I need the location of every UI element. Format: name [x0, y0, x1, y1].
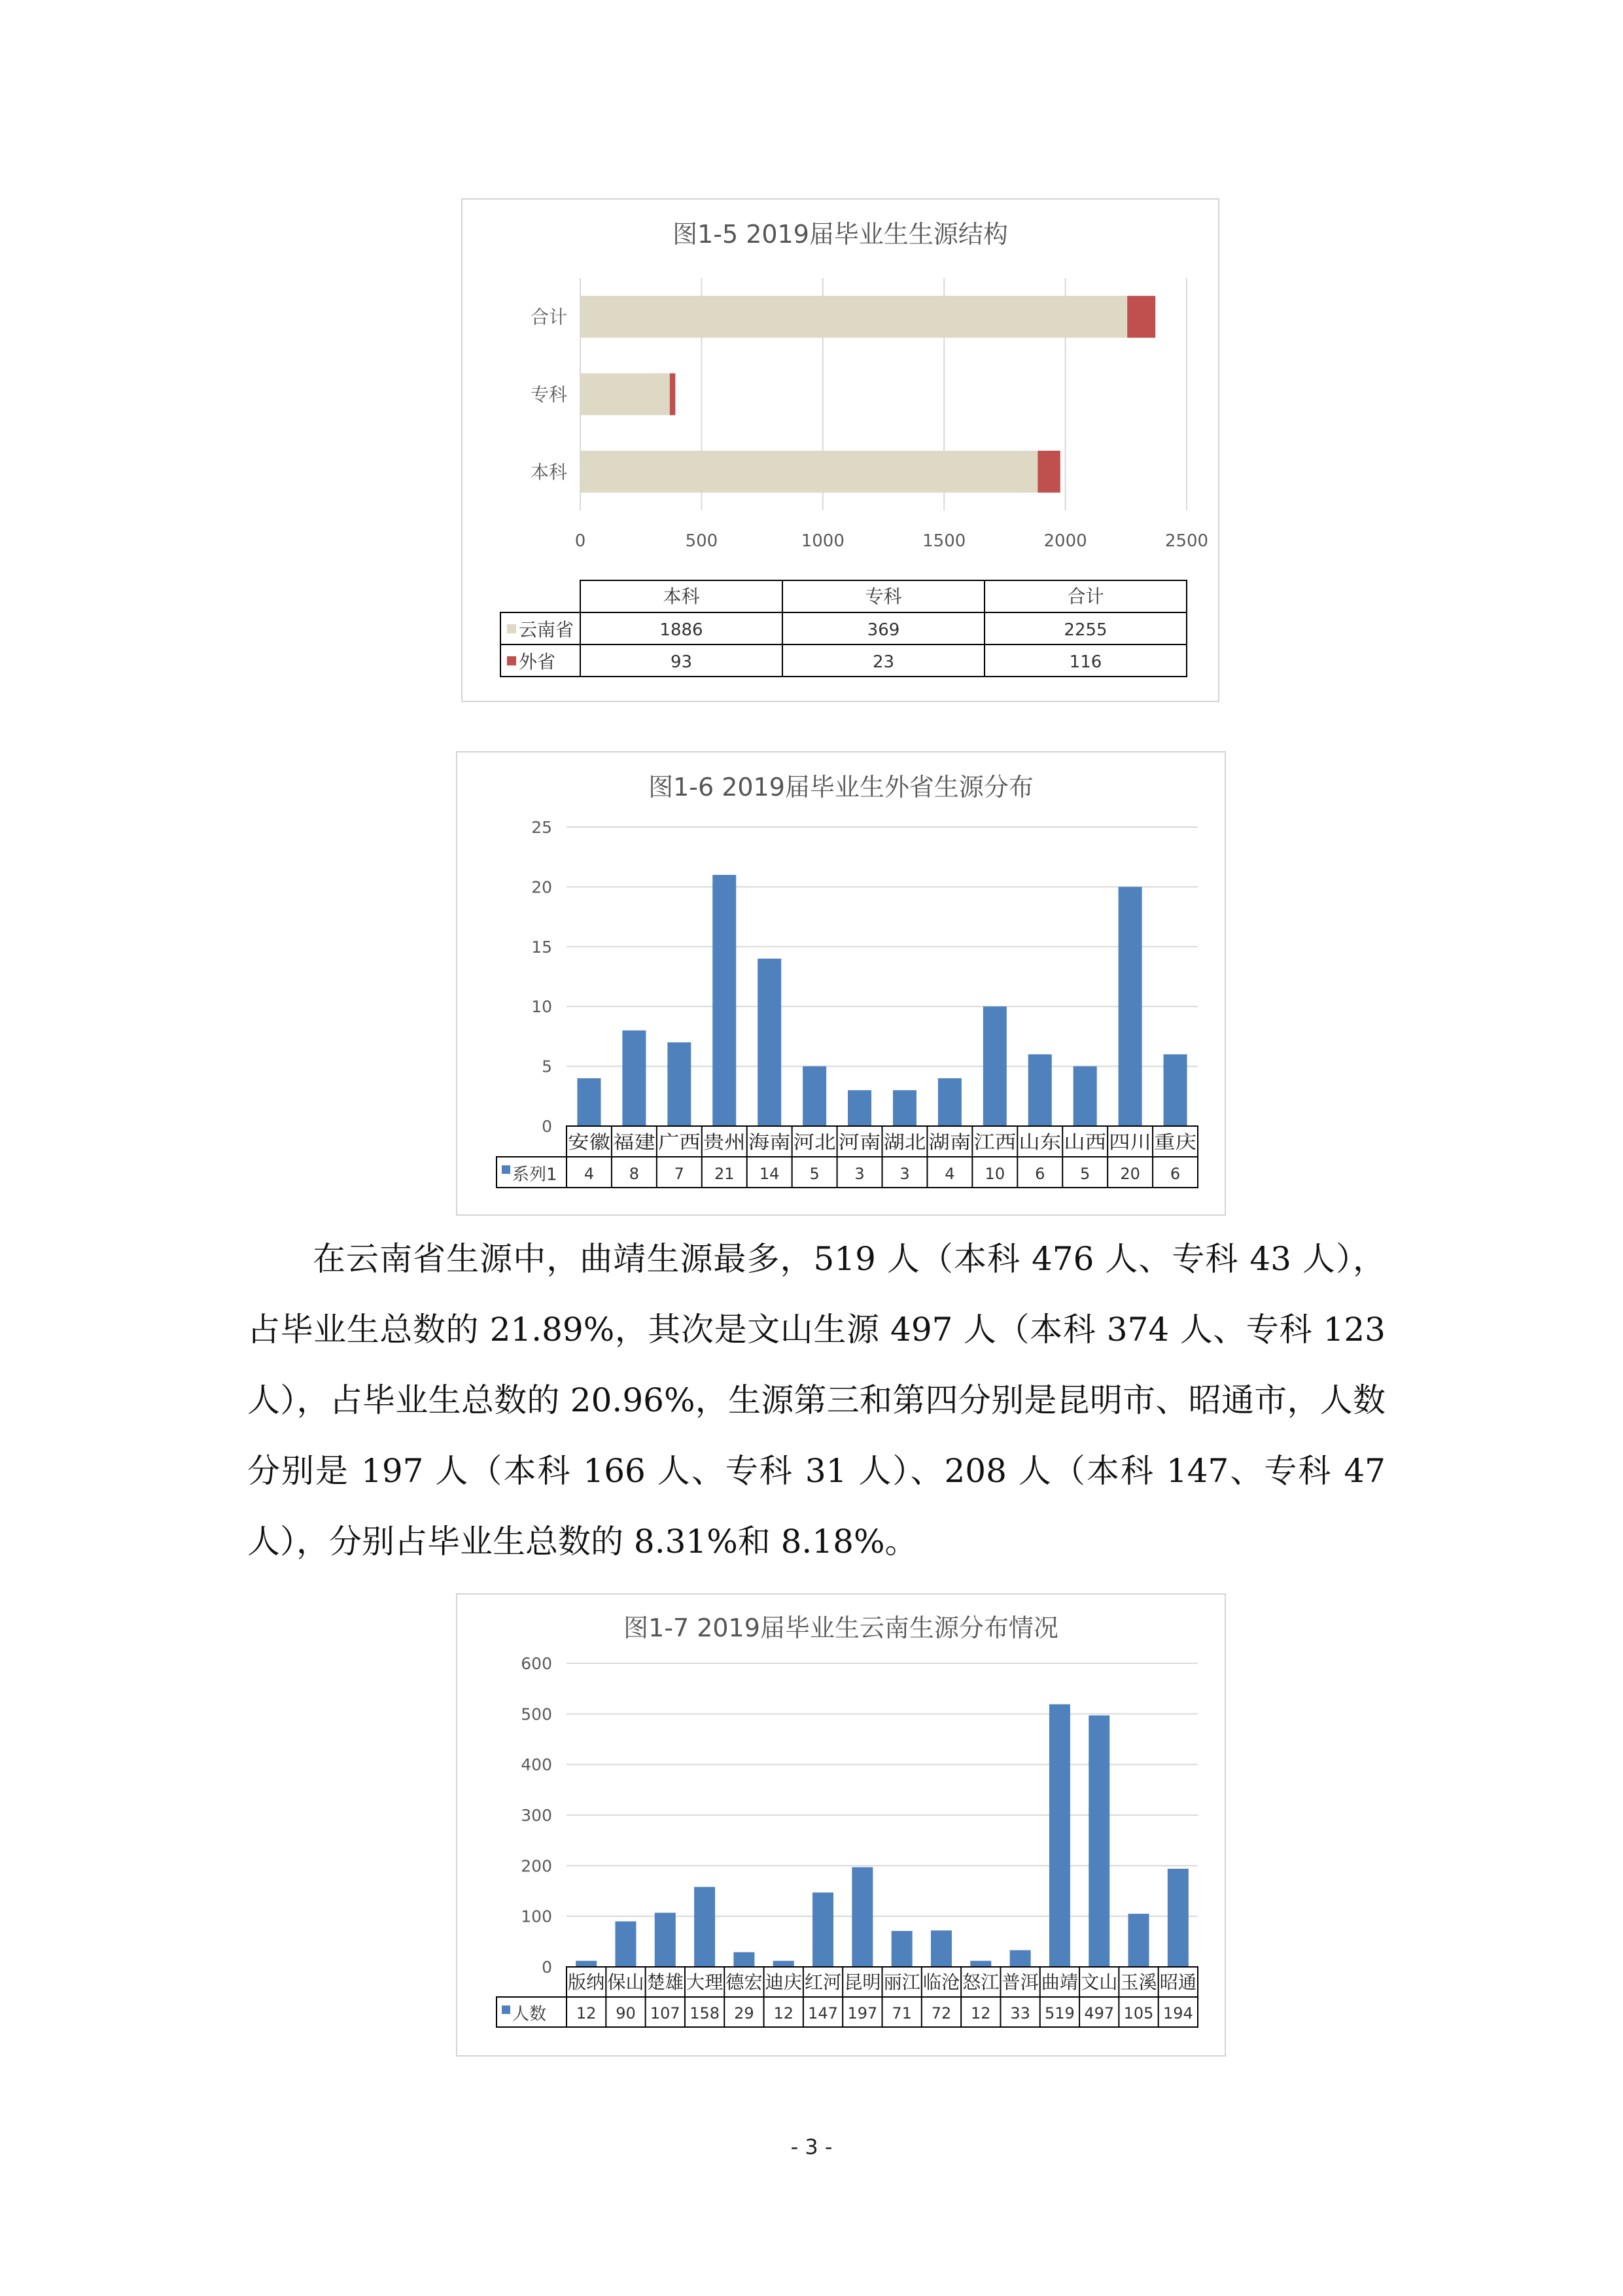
x-category-label: 湖南 [928, 1131, 971, 1153]
bar [938, 1078, 962, 1126]
bar [893, 1090, 916, 1126]
x-category-label: 昆明 [844, 1971, 881, 1994]
y-tick-label: 300 [521, 1806, 552, 1825]
table-value: 5 [1080, 1164, 1091, 1183]
x-category-label: 丽江 [883, 1971, 920, 1994]
table-value: 6 [1170, 1164, 1181, 1183]
bar-segment [670, 374, 676, 415]
table-value: 116 [1069, 652, 1102, 672]
page-number: - 3 - [790, 2134, 833, 2159]
figure-1-7 [456, 1593, 1226, 2057]
bar [803, 1067, 826, 1126]
x-category-label: 四川 [1109, 1131, 1152, 1153]
table-value: 90 [616, 2004, 636, 2023]
y-tick-label: 5 [542, 1057, 552, 1076]
x-category-label: 德宏 [725, 1971, 763, 1994]
x-category-label: 福建 [612, 1131, 655, 1153]
figure-1-5 [461, 198, 1219, 702]
table-value: 20 [1120, 1164, 1140, 1183]
bar [892, 1931, 913, 1967]
bar [773, 1961, 794, 1967]
table-value: 71 [892, 2004, 912, 2023]
x-category-label: 昭通 [1159, 1971, 1196, 1994]
table-body [497, 1157, 1198, 1188]
x-category-label: 山西 [1064, 1131, 1107, 1153]
table-value: 5 [809, 1164, 820, 1183]
y-category-label: 专科 [530, 383, 567, 406]
table-value: 369 [867, 620, 900, 640]
table-value: 12 [971, 2004, 991, 2023]
table-value: 158 [689, 2004, 720, 2023]
x-category-label: 河南 [838, 1131, 881, 1153]
bar [1089, 1716, 1109, 1967]
table-value: 72 [931, 2004, 952, 2023]
y-tick-label: 20 [531, 877, 552, 897]
table-value: 23 [872, 652, 895, 672]
x-tick-label: 1000 [801, 531, 845, 551]
x-category-label: 安徽 [568, 1131, 610, 1153]
bar-segment [1127, 296, 1155, 338]
bar [1128, 1914, 1149, 1967]
x-category-label: 海南 [748, 1131, 791, 1153]
x-category-label: 河北 [793, 1131, 836, 1153]
paragraph-text: 在云南省生源中，曲靖生源最多，519 人（本科 476 人、专科 43 人），占毕业生总数的 21.89%，其次是文山生源 497 人（本科 374 人、专科 123 人），占毕业生总数的 20.96%，生源第三和第四分别是昆明市、昭通市，人数分别是 197 人（本科 166 人、专科 31 人）、208 人（本科 147、专科 47 人），分别占毕业生总数的 8.31%和 8.18%。 [247, 1240, 1386, 1561]
table-value: 147 [808, 2004, 838, 2023]
x-category-label: 重庆 [1154, 1131, 1197, 1153]
y-tick-label: 500 [521, 1704, 552, 1724]
x-category-label: 玉溪 [1120, 1971, 1157, 1994]
table-value: 497 [1084, 2004, 1115, 2023]
bar [1073, 1067, 1097, 1126]
x-category-label: 大理 [686, 1971, 724, 1994]
table-value: 194 [1162, 2004, 1193, 2023]
legend-swatch [507, 624, 516, 633]
bar [712, 875, 736, 1126]
y-tick-label: 600 [521, 1654, 552, 1673]
y-tick-label: 200 [521, 1856, 552, 1876]
legend-label: 系列1 [512, 1165, 557, 1185]
x-category-label: 红河 [804, 1971, 842, 1994]
bar [622, 1031, 646, 1126]
x-tick-label: 500 [685, 531, 718, 551]
legend-label: 云南省 [519, 619, 574, 641]
figure-1-6 [456, 751, 1226, 1216]
y-tick-label: 15 [531, 937, 552, 957]
bar [812, 1892, 833, 1967]
x-category-label: 版纳 [568, 1971, 605, 1994]
bar [733, 1952, 754, 1967]
x-tick-label: 1500 [922, 531, 966, 551]
table-value: 10 [985, 1164, 1005, 1183]
table-value: 7 [674, 1164, 684, 1183]
bar [1010, 1950, 1031, 1967]
table-value: 6 [1035, 1164, 1045, 1183]
table-value: 105 [1123, 2004, 1154, 2023]
y-tick-label: 0 [542, 1958, 552, 1977]
table-value: 107 [650, 2004, 680, 2023]
x-category-label: 广西 [657, 1131, 701, 1153]
bar [694, 1887, 715, 1967]
x-category-label: 曲靖 [1041, 1971, 1079, 1994]
bar [852, 1867, 873, 1967]
x-category-label: 迪庆 [765, 1971, 802, 1994]
legend-swatch [502, 1165, 510, 1174]
x-tick-label: 0 [574, 531, 586, 551]
bar [983, 1006, 1007, 1126]
bar [667, 1042, 691, 1126]
legend-swatch [502, 2005, 510, 2014]
bar [1119, 887, 1142, 1126]
table-value: 3 [899, 1164, 910, 1183]
table-value: 14 [759, 1164, 780, 1183]
table-value: 1886 [659, 620, 703, 640]
bar [848, 1090, 871, 1126]
x-category-label: 江西 [973, 1131, 1017, 1153]
y-tick-label: 400 [521, 1755, 552, 1775]
x-tick-label: 2000 [1043, 531, 1087, 551]
chart-title: 图1-6 2019届毕业生外省生源分布 [648, 773, 1034, 802]
x-category-label: 贵州 [703, 1131, 746, 1153]
x-category-label: 山东 [1019, 1131, 1062, 1153]
chart-title: 图1-5 2019届毕业生生源结构 [672, 220, 1008, 249]
chart-1-5-plot [462, 200, 1218, 701]
bar [1049, 1704, 1070, 1967]
x-category-label: 怒江 [962, 1971, 1000, 1994]
bar-segment [580, 451, 1038, 493]
bar [655, 1913, 676, 1967]
bar [931, 1930, 952, 1967]
bar [1164, 1054, 1187, 1126]
table-value: 3 [854, 1164, 865, 1183]
chart-1-7-plot [457, 1595, 1225, 2055]
table-value: 12 [576, 2004, 597, 2023]
bar [970, 1961, 991, 1967]
table-value: 33 [1010, 2004, 1030, 2023]
bar [577, 1078, 601, 1126]
bar-segment [580, 374, 670, 415]
bar-segment [1038, 451, 1060, 493]
table-value: 12 [773, 2004, 794, 2023]
y-tick-label: 100 [521, 1907, 552, 1926]
chart-1-6-plot [457, 752, 1225, 1214]
table-header-label: 合计 [1067, 586, 1104, 607]
table-value: 4 [945, 1164, 955, 1183]
legend-label: 人数 [512, 2004, 547, 2024]
legend-swatch [507, 656, 516, 665]
y-tick-label: 25 [531, 818, 552, 837]
legend-label: 外省 [519, 651, 556, 673]
table-header-label: 专科 [865, 586, 902, 607]
table-value: 519 [1045, 2004, 1075, 2023]
table-value: 8 [629, 1164, 640, 1183]
y-category-label: 合计 [530, 306, 567, 328]
table-value: 4 [584, 1164, 595, 1183]
y-tick-label: 10 [531, 997, 552, 1017]
bar [1028, 1054, 1052, 1126]
x-category-label: 文山 [1081, 1971, 1118, 1994]
bar [576, 1961, 597, 1967]
x-category-label: 湖北 [883, 1131, 926, 1153]
bar [1168, 1869, 1189, 1967]
x-category-label: 普洱 [1002, 1971, 1039, 1994]
x-category-label: 临沧 [922, 1971, 960, 1994]
x-tick-label: 2500 [1164, 531, 1209, 551]
table-value: 21 [714, 1164, 735, 1183]
x-category-label: 保山 [607, 1971, 644, 1994]
y-category-label: 本科 [530, 461, 567, 483]
table-header-label: 本科 [663, 586, 700, 607]
table-value: 2255 [1064, 620, 1108, 640]
chart-title: 图1-7 2019届毕业生云南生源分布情况 [623, 1614, 1058, 1642]
table-value: 29 [734, 2004, 754, 2023]
table-value: 93 [670, 652, 693, 672]
table-value: 197 [847, 2004, 878, 2023]
y-tick-label: 0 [542, 1117, 552, 1136]
body-paragraph [247, 1224, 1386, 1577]
bar-segment [580, 296, 1127, 338]
bar [615, 1921, 636, 1967]
bar [758, 959, 781, 1126]
x-category-label: 楚雄 [646, 1971, 684, 1994]
